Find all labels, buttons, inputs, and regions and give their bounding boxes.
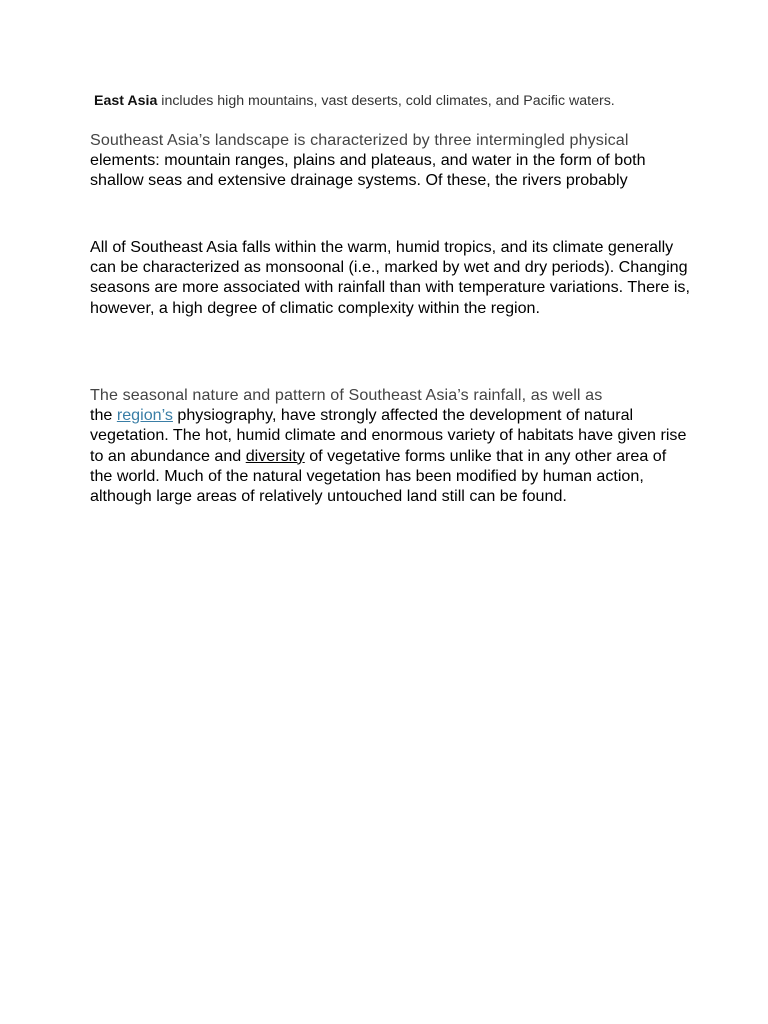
climate-paragraph: All of Southeast Asia falls within the warm, humid tropics, and its climate generally can be characterized as monsoonal (i.e., marked by wet and dry periods). Changing seasons are more associated with rainfall than with temperature variations. There is, however, a high degree of climatic complexity within the region. — [90, 238, 690, 317]
vegetation-text-mid: physiography, have strongly affected the development of natural vegetation. The hot, humid climate and enormous variety of habitats have given rise to an abundance and — [90, 406, 687, 465]
vegetation-first-line: The seasonal nature and pattern of Southeast Asia’s rainfall, as well as — [90, 386, 603, 404]
regions-link[interactable]: region’s — [116, 406, 173, 425]
landscape-text: elements: mountain ranges, plains and plateaus, and water in the form of both shallow seas and extensive drainage systems. Of these, the rivers probably — [90, 151, 646, 190]
vegetation-the: the — [90, 406, 117, 425]
east-asia-bold: East Asia — [94, 93, 158, 109]
landscape-first-line: Southeast Asia’s landscape is characterized by three intermingled physical — [90, 131, 629, 149]
diversity-link[interactable]: diversity — [245, 446, 305, 465]
landscape-paragraph — [90, 130, 690, 191]
vegetation-paragraph — [90, 385, 690, 506]
east-asia-paragraph — [94, 92, 615, 110]
east-asia-text: includes high mountains, vast deserts, cold climates, and Pacific waters. — [157, 93, 615, 109]
vegetation-text-end: of vegetative forms unlike that in any other area of the world. Much of the natural vegetation has been modified by human action, although large areas of relatively untouched land still can be found. — [90, 446, 667, 506]
